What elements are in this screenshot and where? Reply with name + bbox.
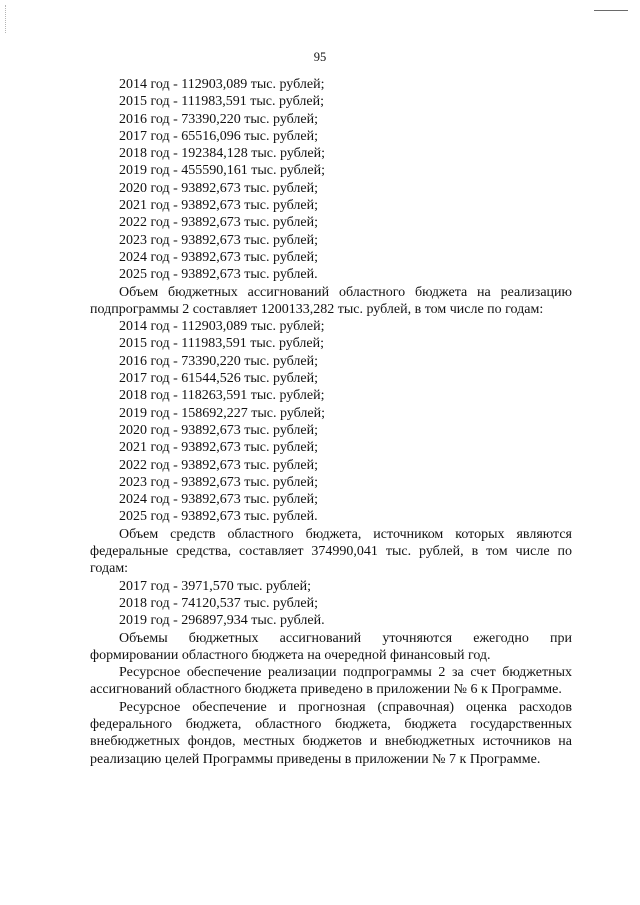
- list-item: 2021 год - 93892,673 тыс. рублей;: [119, 440, 319, 456]
- funding-by-year-list-3: [90, 578, 572, 630]
- paragraph-annual-adjustment: Объемы бюджетных ассигнований уточняются ежегодно при формировании областного бюджета на очередной финансовый год.: [90, 630, 572, 663]
- list-item: 2014 год - 112903,089 тыс. рублей;: [119, 77, 325, 92]
- list-item: 2022 год - 93892,673 тыс. рублей;: [119, 215, 319, 231]
- list-item: 2025 год - 93892,673 тыс. рублей.: [119, 267, 318, 283]
- scan-edge-marks: [5, 5, 7, 33]
- list-item: 2021 год - 93892,673 тыс. рублей;: [119, 198, 319, 214]
- list-item: 2019 год - 158692,227 тыс. рублей;: [119, 405, 326, 421]
- list-item: 2015 год - 111983,591 тыс. рублей;: [119, 94, 324, 110]
- list-item: 2014 год - 112903,089 тыс. рублей;: [119, 319, 325, 335]
- list-item: 2024 год - 93892,673 тыс. рублей;: [119, 492, 319, 508]
- document-body: [90, 76, 572, 768]
- list-item: 2024 год - 93892,673 тыс. рублей;: [119, 249, 319, 265]
- paragraph-subprogram-2-budget: Объем бюджетных ассигнований областного бюджета на реализацию подпрограммы 2 составляет 1200133,282 тыс. рублей, в том числе по годам:: [90, 284, 572, 317]
- list-item: 2018 год - 118263,591 тыс. рублей;: [119, 388, 325, 404]
- scan-top-line: [594, 10, 628, 11]
- list-item: 2022 год - 93892,673 тыс. рублей;: [119, 457, 319, 473]
- list-item: 2017 год - 65516,096 тыс. рублей;: [119, 128, 319, 144]
- list-item: 2025 год - 93892,673 тыс. рублей.: [119, 509, 318, 525]
- page-number: 95: [313, 50, 327, 64]
- list-item: 2017 год - 61544,526 тыс. рублей;: [119, 371, 319, 387]
- paragraph-appendix-7: Ресурсное обеспечение и прогнозная (справочная) оценка расходов федерального бюджета, областного бюджета, бюджета государственных внебюджетных фондов, местных бюджетов и внебюджетных источников на реализацию целей Программы приведены в приложении № 7 к Программе.: [90, 699, 572, 767]
- list-item: 2019 год - 455590,161 тыс. рублей;: [119, 163, 326, 179]
- funding-by-year-list-1: [90, 76, 572, 284]
- paragraph-appendix-6: Ресурсное обеспечение реализации подпрограммы 2 за счет бюджетных ассигнований областного бюджета приведено в приложении № 6 к Программе.: [90, 665, 572, 698]
- list-item: 2015 год - 111983,591 тыс. рублей;: [119, 336, 324, 352]
- list-item: 2020 год - 93892,673 тыс. рублей;: [119, 422, 319, 438]
- list-item: 2016 год - 73390,220 тыс. рублей;: [119, 353, 319, 369]
- paragraph-federal-funds: Объем средств областного бюджета, источником которых являются федеральные средства, составляет 374990,041 тыс. рублей, в том числе по годам:: [90, 526, 572, 577]
- list-item: 2020 год - 93892,673 тыс. рублей;: [119, 180, 319, 196]
- list-item: 2023 год - 93892,673 тыс. рублей;: [119, 474, 319, 490]
- funding-by-year-list-2: [90, 318, 572, 526]
- list-item: 2019 год - 296897,934 тыс. рублей.: [119, 613, 325, 629]
- list-item: 2017 год - 3971,570 тыс. рублей;: [119, 578, 312, 594]
- list-item: 2023 год - 93892,673 тыс. рублей;: [119, 232, 319, 248]
- list-item: 2018 год - 74120,537 тыс. рублей;: [119, 595, 319, 611]
- list-item: 2016 год - 73390,220 тыс. рублей;: [119, 111, 319, 127]
- list-item: 2018 год - 192384,128 тыс. рублей;: [119, 146, 326, 162]
